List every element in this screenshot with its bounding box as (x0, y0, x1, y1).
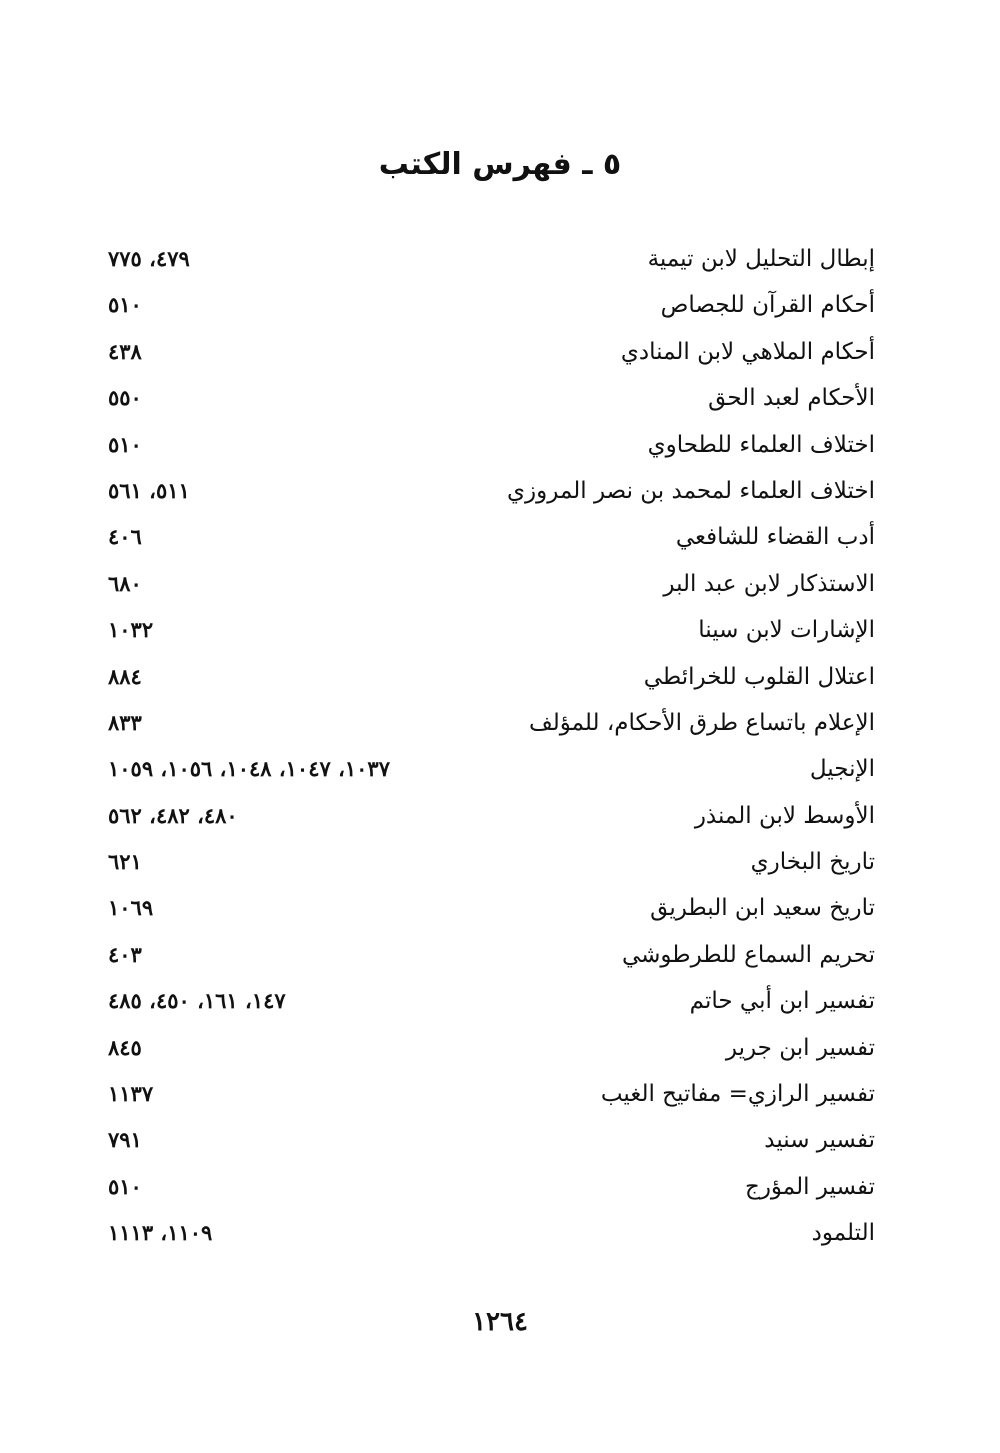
index-entry (100, 1210, 875, 1256)
book-title: الاستذكار لابن عبد البر (663, 570, 875, 597)
index-entry (100, 746, 875, 792)
index-entry (100, 375, 875, 421)
page-number: ١٢٦٤ (472, 1307, 528, 1337)
index-entry (100, 561, 875, 607)
page-references: ٧٩١ (108, 1127, 142, 1153)
book-title: أدب القضاء للشافعي (675, 524, 875, 551)
index-entry (100, 654, 875, 700)
page-references: ٥٥٠ (108, 385, 142, 411)
page-references: ٥١٠ (108, 292, 142, 318)
page-references: ٤٨٠، ٤٨٢، ٥٦٢ (108, 802, 238, 828)
index-entry (100, 607, 875, 653)
book-title: تاريخ سعيد ابن البطريق (650, 895, 875, 922)
book-title: اعتلال القلوب للخرائطي (643, 663, 875, 690)
book-title: اختلاف العلماء لمحمد بن نصر المروزي (507, 477, 875, 504)
index-entry (100, 422, 875, 468)
page-references: ٤٣٨ (108, 338, 142, 364)
page-references: ٨٣٣ (108, 709, 142, 735)
book-title: التلمود (811, 1220, 875, 1247)
book-title: اختلاف العلماء للطحاوي (647, 431, 875, 458)
book-title: تفسير ابن جرير (725, 1034, 875, 1061)
book-title: الأحكام لعبد الحق (708, 385, 875, 412)
page-references: ٤٧٩، ٧٧٥ (108, 246, 190, 271)
book-title: تفسير سنيد (764, 1127, 875, 1154)
book-index-list (100, 236, 875, 1257)
index-entry (100, 282, 875, 328)
book-title: تحريم السماع للطرطوشي (621, 941, 875, 968)
index-entry (100, 978, 875, 1024)
book-title: تفسير المؤرج (744, 1173, 875, 1200)
index-entry (100, 468, 875, 514)
index-entry (100, 700, 875, 746)
index-entry (100, 1117, 875, 1163)
page-references: ١١٠٩، ١١١٣ (108, 1220, 213, 1246)
index-entry (100, 1071, 875, 1117)
page-references: ٤٠٦ (108, 524, 142, 550)
index-entry (100, 236, 875, 282)
index-entry (100, 793, 875, 839)
book-title: أحكام القرآن للجصاص (660, 292, 875, 319)
book-title: الأوسط لابن المنذر (694, 802, 875, 829)
book-title: الإعلام باتساع طرق الأحكام، للمؤلف (528, 709, 875, 736)
index-entry (100, 885, 875, 931)
page-title: ٥ ـ فهرس الكتب (378, 147, 622, 182)
book-title: أحكام الملاهي لابن المنادي (620, 338, 875, 365)
page-references: ١٠٣٢ (108, 617, 154, 643)
index-entry (100, 932, 875, 978)
page-references: ٥١٠ (108, 1173, 142, 1199)
page-references: ٥١٠ (108, 431, 142, 457)
index-entry (100, 839, 875, 885)
page-references: ٥١١، ٥٦١ (108, 477, 190, 503)
book-title: الإنجيل (809, 756, 875, 783)
book-title: إبطال التحليل لابن تيمية (647, 246, 875, 272)
index-entry (100, 329, 875, 375)
book-title: تفسير ابن أبي حاتم (689, 988, 875, 1015)
page-references: ١٠٣٧، ١٠٤٧، ١٠٤٨، ١٠٥٦، ١٠٥٩ (108, 756, 390, 782)
book-title: الإشارات لابن سينا (698, 617, 875, 644)
book-title: تفسير الرازي= مفاتيح الغيب (600, 1081, 875, 1108)
page-references: ١١٣٧ (108, 1081, 154, 1107)
page-references: ٦٢١ (108, 849, 142, 875)
page-references: ٦٨٠ (108, 570, 142, 596)
index-entry (100, 1025, 875, 1071)
index-entry (100, 514, 875, 560)
page-references: ١٠٦٩ (108, 895, 154, 921)
page-references: ٨٤٥ (108, 1034, 142, 1060)
book-title: تاريخ البخاري (750, 849, 875, 876)
index-entry (100, 1164, 875, 1210)
page-references: ٤٠٣ (108, 941, 142, 967)
page-references: ٨٨٤ (108, 663, 142, 689)
page-references: ١٤٧، ١٦١، ٤٥٠، ٤٨٥ (108, 988, 286, 1014)
